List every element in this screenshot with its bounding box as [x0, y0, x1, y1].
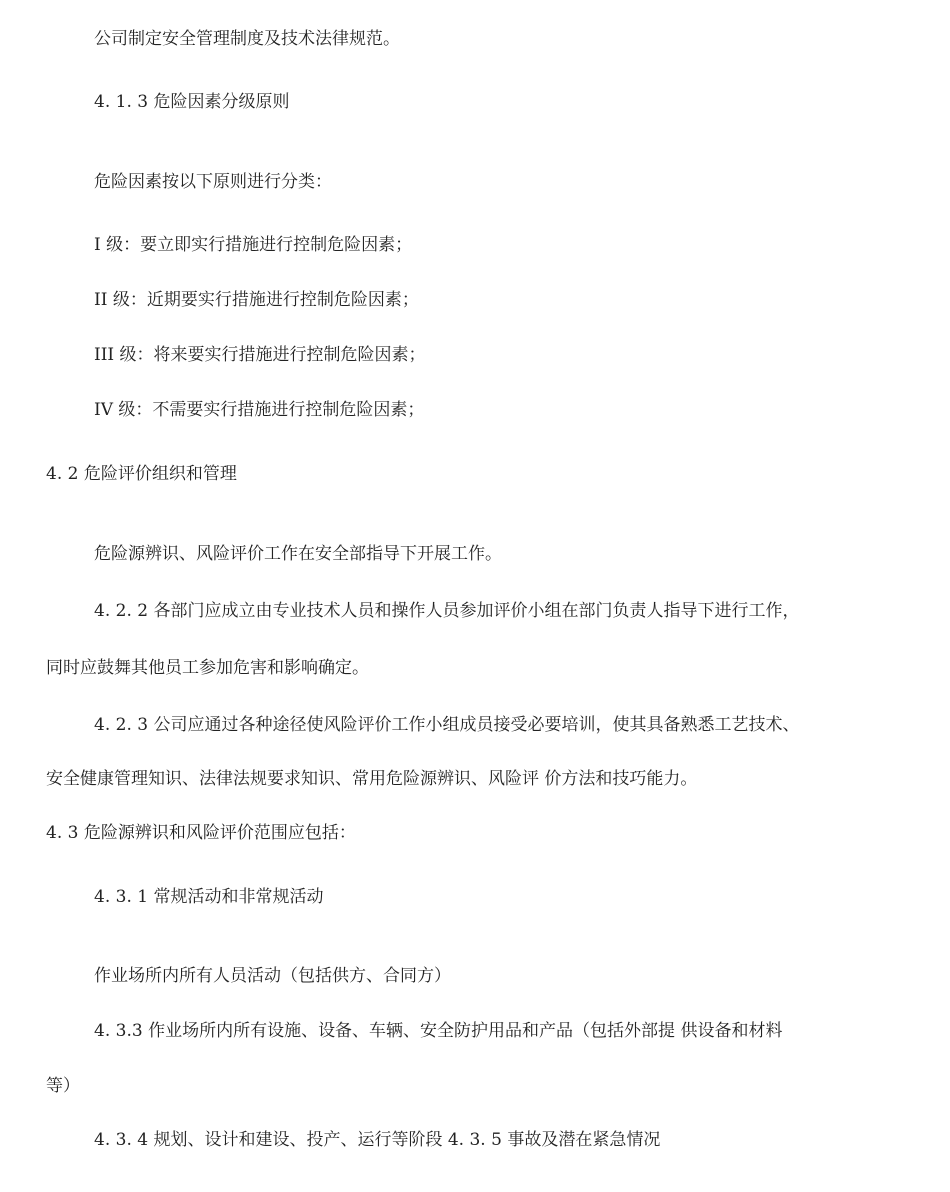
section-heading: 4. 2 危险评价组织和管理 [46, 464, 237, 484]
paragraph-line: 同时应鼓舞其他员工参加危害和影响确定。 [46, 658, 369, 678]
section-heading: 4. 3 危险源辨识和风险评价范围应包括： [46, 823, 356, 843]
paragraph-line: 危险因素按以下原则进行分类： [94, 172, 332, 192]
paragraph-line: 危险源辨识、风险评价工作在安全部指导下开展工作。 [94, 544, 502, 564]
section-heading: 4. 3. 1 常规活动和非常规活动 [94, 887, 324, 907]
list-item: IV 级：不需要实行措施进行控制危险因素； [94, 400, 425, 420]
paragraph-line: 4. 3.3 作业场所内所有设施、设备、车辆、安全防护用品和产品（包括外部提 供设备和材料 [94, 1021, 783, 1041]
paragraph-line: 公司制定安全管理制度及技术法律规范。 [94, 29, 400, 49]
section-heading: 4. 1. 3 危险因素分级原则 [94, 92, 290, 112]
paragraph-line: 4. 3. 4 规划、设计和建设、投产、运行等阶段 4. 3. 5 事故及潜在紧急情况 [94, 1130, 661, 1150]
paragraph-line: 4. 2. 2 各部门应成立由专业技术人员和操作人员参加评价小组在部门负责人指导下进行工作， [94, 601, 800, 621]
paragraph-line: 作业场所内所有人员活动（包括供方、合同方） [94, 966, 451, 986]
paragraph-line: 等） [46, 1076, 80, 1096]
list-item: I 级：要立即实行措施进行控制危险因素； [94, 235, 413, 255]
paragraph-line: 4. 2. 3 公司应通过各种途径使风险评价工作小组成员接受必要培训，使其具备熟悉工艺技术、 [94, 715, 800, 735]
list-item: III 级：将来要实行措施进行控制危险因素； [94, 345, 426, 365]
list-item: II 级：近期要实行措施进行控制危险因素； [94, 290, 419, 310]
paragraph-line: 安全健康管理知识、法律法规要求知识、常用危险源辨识、风险评 价方法和技巧能力。 [46, 769, 698, 789]
